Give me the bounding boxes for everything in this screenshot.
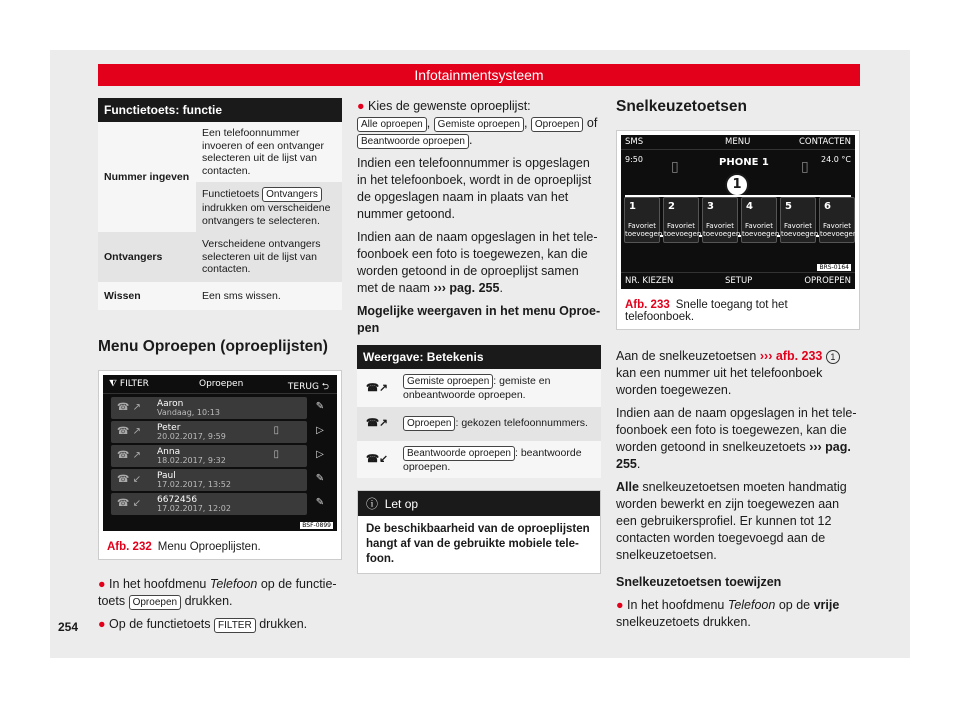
table-value: Een sms wissen. (196, 282, 342, 310)
display-table (357, 369, 601, 478)
incoming-call-icon: ☎ ↙ (117, 498, 142, 509)
table-key: Ontvangers (98, 232, 196, 282)
info-icon: ⓘ (366, 497, 379, 511)
call-row[interactable]: ☎ ↗ Aaron Vandaag, 10:13 ✎ (111, 397, 307, 419)
outgoing-call-icon: ☎ ↗ (117, 450, 142, 461)
function-table-title: Functietoets: functie (98, 98, 342, 122)
display-table-title: Weergave: Betekenis (357, 345, 601, 369)
call-row[interactable]: ☎ ↙ 6672456 17.02.2017, 12:02 ✎ (111, 493, 307, 515)
outgoing-call-icon: ☎↗ (357, 407, 397, 441)
edit-icon[interactable]: ✎ (315, 473, 325, 484)
note-body: De beschikbaarheid van de oproeplijsten hangt af van de gebruikte mobiele telefoon. (366, 523, 590, 565)
table-value: Beantwoorde oproepen : beantwoorde oproepen. (397, 441, 601, 479)
table-value: Oproepen : gekozen telefoonnummers. (397, 407, 601, 441)
call-row[interactable]: ☎ ↗ Peter 20.02.2017, 9:59 ▯ ▷ (111, 421, 307, 443)
speed-dial-key[interactable]: 2 Favoriet toevoegen (663, 197, 699, 243)
phone-name: PHONE 1 (719, 157, 769, 168)
call-row[interactable]: ☎ ↙ Paul 17.02.2017, 13:52 ✎ (111, 469, 307, 491)
paragraph-3: Alle snelkeuzetoetsen moeten handmatig worden bewerkt en zijn toegewezen aan een gebruikersprofiel. Er kunnen tot 12 contacten worden toegevoegd aan de snelkeuzetoetsen. (616, 480, 847, 562)
bullet-assign: ● In het hoofdmenu Telefoon op de vrije snelkeuzetoets drukken. (616, 598, 840, 629)
edit-icon[interactable]: ✎ (315, 497, 325, 508)
call-row[interactable]: ☎ ↗ Anna 18.02.2017, 9:32 ▯ ▷ (111, 445, 307, 467)
column-left (98, 98, 342, 639)
paragraph-2: Indien aan de naam opgeslagen in het telefoonboek een foto is toegewezen, kan die worden getoond in snelkeuzetoets ››› pag. 255. (616, 406, 857, 471)
back-button[interactable]: TERUG ⮌ (287, 382, 329, 392)
mobile-icon: ▯ (273, 449, 279, 460)
section-header: Infotainmentsysteem (98, 64, 860, 86)
dial-number-button[interactable]: NR. KIEZEN (625, 276, 674, 286)
setup-button[interactable]: SETUP (725, 276, 753, 286)
play-icon[interactable]: ▷ (316, 449, 324, 460)
screen-bottombar (621, 272, 855, 289)
figure-code: BSF-0899 (302, 522, 331, 529)
speed-dial-key[interactable]: 5 Favoriet toevoegen (780, 197, 816, 243)
bullet-choose-list: ● Kies de gewenste oproeplijst: Alle oproepen , Gemiste oproepen , Oproepen of Beantwoorde oproepen . (357, 99, 598, 147)
calls-button[interactable]: OPROEPEN (804, 276, 851, 286)
figure-caption: Afb. 233 Snelle toegang tot het telefoonboek. (625, 299, 788, 323)
incoming-call-icon: ☎↙ (357, 441, 397, 479)
table-value: Verscheidene ontvangers selecteren uit de lijst van contacten. (196, 232, 342, 282)
speed-dial-key[interactable]: 1 Favoriet toevoegen (624, 197, 660, 243)
clock: 9:50 (625, 155, 643, 164)
note-box (357, 490, 601, 574)
play-icon[interactable]: ▷ (316, 425, 324, 436)
figure-232 (98, 370, 342, 560)
column-right (616, 98, 860, 637)
page-number: 254 (58, 620, 79, 634)
paragraph-2: Indien aan de naam opgeslagen in het telefoonboek een foto is toegewezen, kan die worden getoond in de oproeplijst samen met de naam ››› pag. 255. (357, 230, 598, 295)
table-text: indrukken om verscheidene ontvangers te selecteren. (202, 202, 331, 227)
speed-dial-key[interactable]: 4 Favoriet toevoegen (741, 197, 777, 243)
menu-heading: Menu Oproepen (oproeplijsten) (98, 338, 328, 355)
subheading: Snelkeuzetoetsen toewijzen (616, 575, 782, 589)
screen-topbar (621, 135, 855, 150)
table-value (196, 182, 342, 232)
calllist-screen (103, 375, 337, 531)
table-text: Functietoets (202, 188, 260, 200)
table-key: Wissen (98, 282, 196, 310)
table-value: Gemiste oproepen : gemiste en onbeantwoorde oproepen. (397, 369, 601, 407)
incoming-call-icon: ☎ ↙ (117, 474, 142, 485)
function-table (98, 122, 342, 310)
contacts-button[interactable]: CONTACTEN (798, 137, 851, 147)
speed-dial-key[interactable]: 3 Favoriet toevoegen (702, 197, 738, 243)
menu-button[interactable]: MENU (725, 137, 751, 147)
temperature: 24.0 °C (821, 155, 851, 164)
paragraph-3: Mogelijke weergaven in het menu Oproepen (357, 304, 601, 335)
table-key: Nummer ingeven (98, 122, 196, 232)
note-header: ⓘ Let op (358, 491, 600, 516)
bullet-1: ● In het hoofdmenu Telefoon op de functietoets Oproepen drukken. (98, 577, 337, 608)
paragraph-1: Indien een telefoonnummer is opgeslagen in het telefoonboek, wordt in de oproeplijst de opgeslagen naam in plaats van het nummer getoond. (357, 156, 592, 221)
phone-icon: ▯ (671, 159, 679, 175)
outgoing-call-icon: ☎ ↗ (117, 426, 142, 437)
column-middle (357, 98, 601, 574)
callout-marker: 1 (725, 173, 749, 197)
bullet-2: ● Op de functietoets FILTER drukken. (98, 617, 308, 631)
table-value: Een telefoonnummer invoeren of een ontvanger selecteren uit de lijst van contacten. (196, 122, 342, 182)
paragraph-1: Aan de snelkeuzetoetsen ››› afb. 233 1 kan een nummer uit het telefoonboek worden toegewezen. (616, 348, 860, 399)
sms-button[interactable]: SMS (625, 137, 644, 147)
screen-title: Oproepen (199, 379, 244, 389)
speed-dial-key[interactable]: 6 Favoriet toevoegen (819, 197, 855, 243)
mobile-icon: ▯ (273, 425, 279, 436)
figure-code: BRS-0164 (819, 264, 849, 271)
missed-call-icon: ☎↗ (357, 369, 397, 407)
phone-icon: ▯ (801, 159, 809, 175)
figure-233 (616, 130, 860, 330)
ontvangers-button-label: Ontvangers (262, 187, 322, 202)
figure-caption: Afb. 232 Menu Oproeplijsten. (107, 541, 261, 553)
speed-dial-heading: Snelkeuzetoetsen (616, 98, 747, 115)
screen-topbar (103, 375, 337, 394)
edit-icon[interactable]: ✎ (315, 401, 325, 412)
speed-dial-screen (621, 135, 858, 289)
missed-call-icon: ☎ ↗ (117, 402, 142, 413)
filter-button[interactable]: ⧨ FILTER (109, 379, 149, 389)
